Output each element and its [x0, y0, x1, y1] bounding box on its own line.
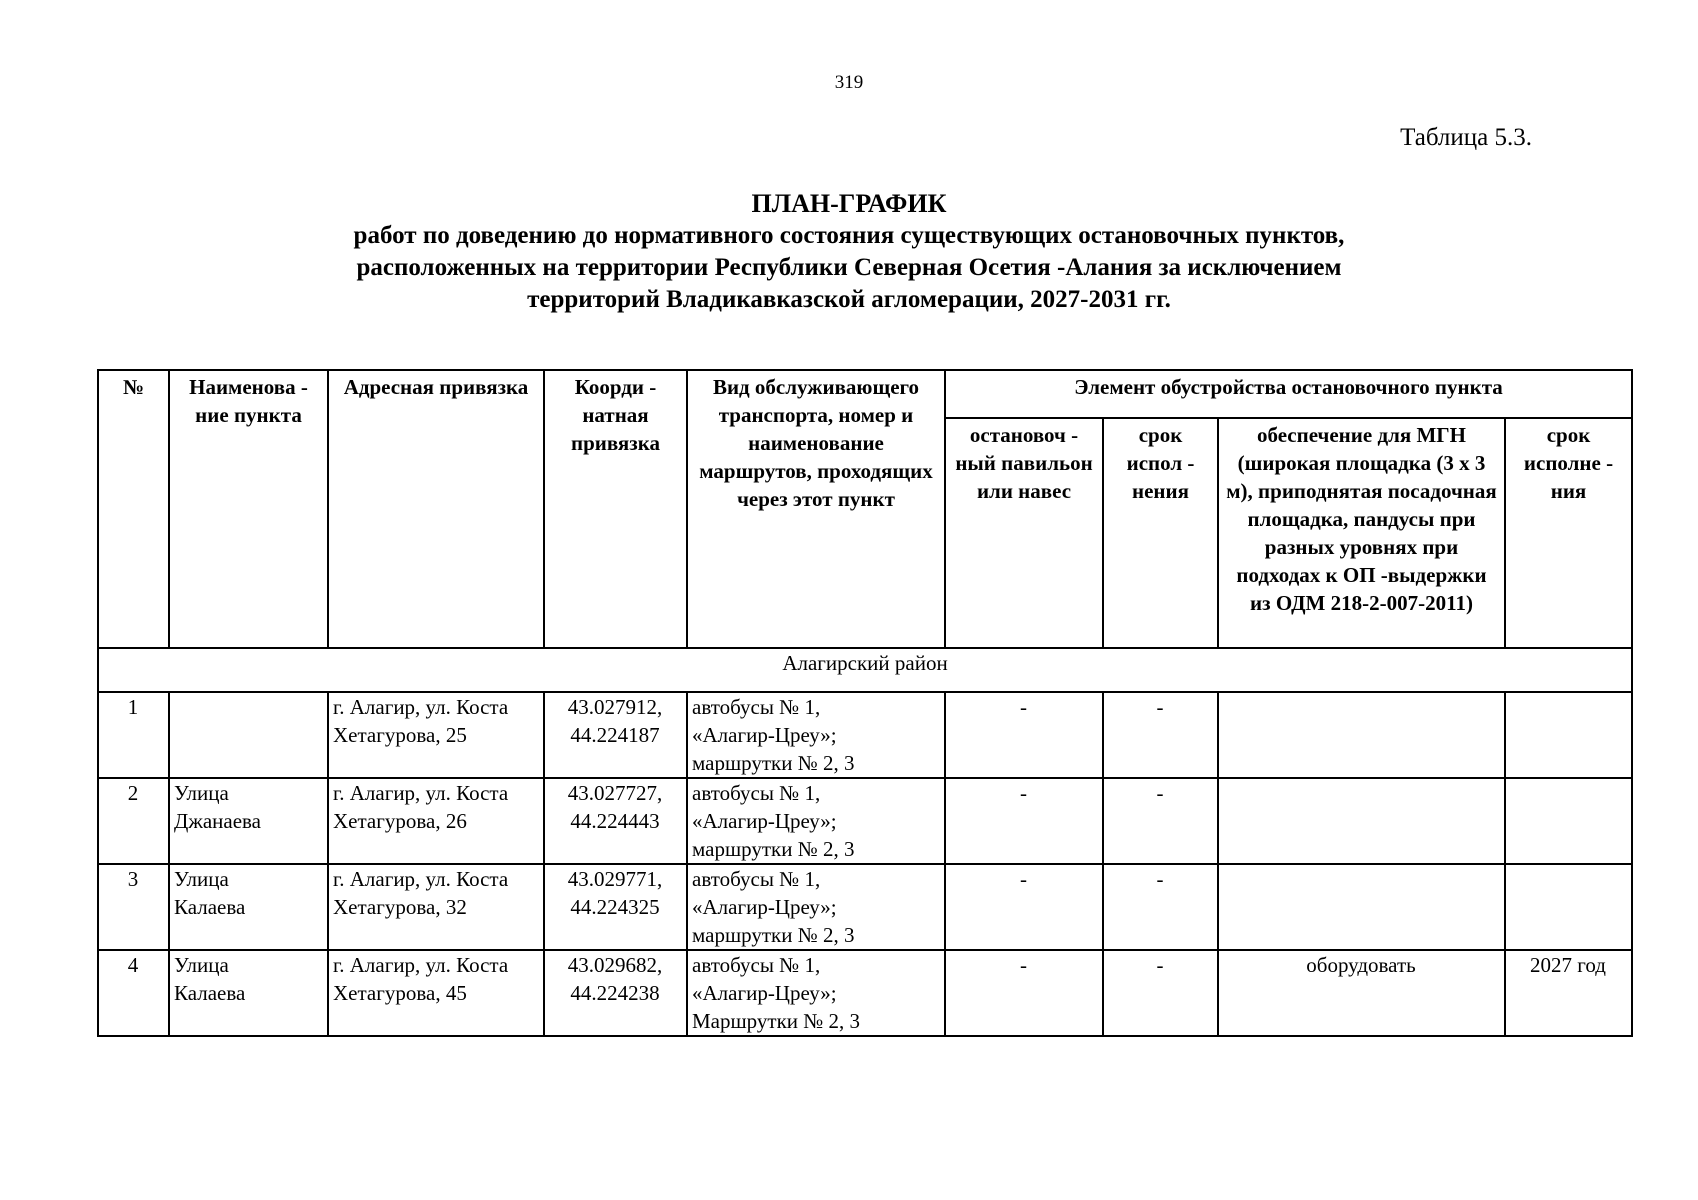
- table-row: [98, 864, 1632, 950]
- cell-transport: автобусы № 1, «Алагир-Цреу»; маршрутки № 2, 3: [687, 778, 945, 864]
- cell-address: г. Алагир, ул. Коста Хетагурова, 26: [328, 778, 544, 864]
- cell-address: г. Алагир, ул. Коста Хетагурова, 25: [328, 692, 544, 778]
- header-coords: Коорди - натная привязка: [544, 370, 687, 648]
- district-row: Алагирский район: [98, 648, 1632, 692]
- cell-num: 2: [98, 778, 169, 864]
- cell-num: 3: [98, 864, 169, 950]
- header-mgn: обеспечение для МГН (широкая площадка (3 х 3 м), приподнятая посадочная площадка, пандусы при разных уровнях при подходах к ОП -выдержки из ОДМ 218-2-007-2011): [1218, 418, 1505, 648]
- title-line-3: территорий Владикавказской агломерации, 2027-2031 гг.: [527, 286, 1171, 313]
- cell-pavilion: -: [945, 950, 1103, 1036]
- cell-coords: 43.027912, 44.224187: [544, 692, 687, 778]
- cell-transport: автобусы № 1, «Алагир-Цреу»; Маршрутки № 2, 3: [687, 950, 945, 1036]
- cell-mgn: [1218, 864, 1505, 950]
- header-element-group: Элемент обустройства остановочного пункта: [945, 370, 1632, 418]
- header-address: Адресная привязка: [328, 370, 544, 648]
- title-line-2: расположенных на территории Республики Северная Осетия -Алания за исключением: [356, 254, 1342, 281]
- cell-num: 4: [98, 950, 169, 1036]
- cell-mgn: [1218, 778, 1505, 864]
- cell-term-1: -: [1103, 950, 1218, 1036]
- cell-num: 1: [98, 692, 169, 778]
- cell-transport: автобусы № 1, «Алагир-Цреу»; маршрутки № 2, 3: [687, 692, 945, 778]
- cell-transport: автобусы № 1, «Алагир-Цреу»; маршрутки № 2, 3: [687, 864, 945, 950]
- cell-mgn: [1218, 692, 1505, 778]
- header-term-2: срок исполне - ния: [1505, 418, 1632, 648]
- header-num: №: [98, 370, 169, 648]
- cell-name: Улица Калаева: [169, 950, 328, 1036]
- document-title: [0, 188, 1698, 316]
- table-row: [98, 692, 1632, 778]
- cell-address: г. Алагир, ул. Коста Хетагурова, 32: [328, 864, 544, 950]
- cell-coords: 43.029771, 44.224325: [544, 864, 687, 950]
- cell-term-1: -: [1103, 692, 1218, 778]
- cell-term-2: [1505, 864, 1632, 950]
- cell-name: Улица Джанаева: [169, 778, 328, 864]
- title-line-1: работ по доведению до нормативного состояния существующих остановочных пунктов,: [353, 222, 1345, 249]
- cell-mgn: оборудовать: [1218, 950, 1505, 1036]
- cell-coords: 43.027727, 44.224443: [544, 778, 687, 864]
- cell-name: [169, 692, 328, 778]
- header-name: Наименова - ние пункта: [169, 370, 328, 648]
- cell-pavilion: -: [945, 864, 1103, 950]
- cell-pavilion: -: [945, 778, 1103, 864]
- table-row: [98, 778, 1632, 864]
- cell-coords: 43.029682, 44.224238: [544, 950, 687, 1036]
- cell-term-2: 2027 год: [1505, 950, 1632, 1036]
- table-label: Таблица 5.3.: [1400, 124, 1532, 151]
- page-number: 319: [834, 72, 864, 93]
- cell-term-2: [1505, 778, 1632, 864]
- table-row: [98, 950, 1632, 1036]
- plan-table: [97, 369, 1633, 1037]
- cell-address: г. Алагир, ул. Коста Хетагурова, 45: [328, 950, 544, 1036]
- cell-pavilion: -: [945, 692, 1103, 778]
- cell-term-1: -: [1103, 778, 1218, 864]
- title-main: ПЛАН-ГРАФИК: [751, 189, 947, 218]
- cell-term-1: -: [1103, 864, 1218, 950]
- cell-term-2: [1505, 692, 1632, 778]
- header-term-1: срок испол - нения: [1103, 418, 1218, 648]
- header-transport: Вид обслуживающего транспорта, номер и наименование маршрутов, проходящих через этот пункт: [687, 370, 945, 648]
- cell-name: Улица Калаева: [169, 864, 328, 950]
- header-pavilion: остановоч - ный павильон или навес: [945, 418, 1103, 648]
